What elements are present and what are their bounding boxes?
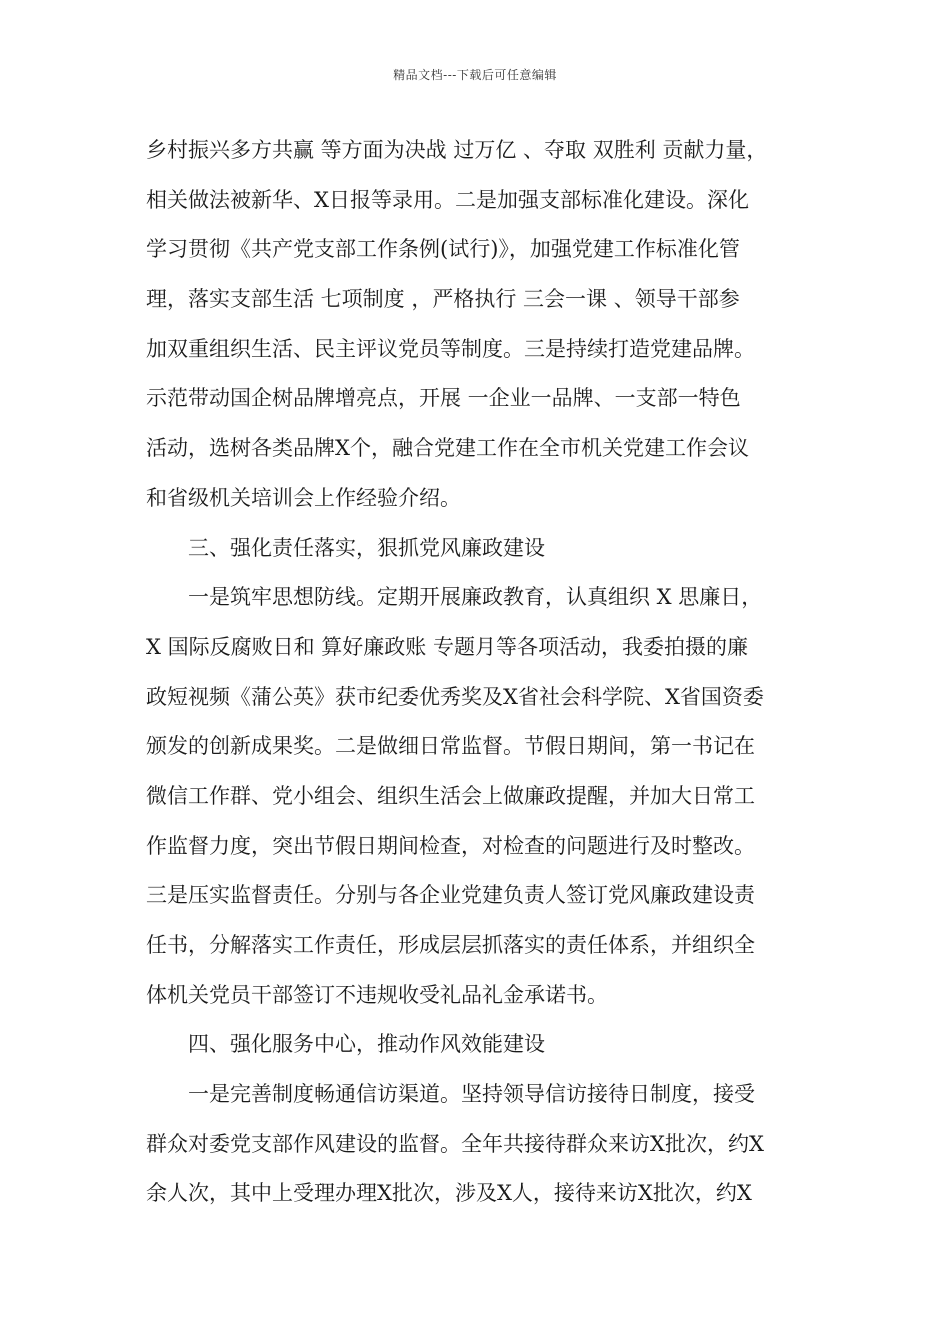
text-line: 和省级机关培训会上作经验介绍。 xyxy=(146,485,461,510)
text-line: 作监督力度，突出节假日期间检查，对检查的问题进行及时整改。 xyxy=(146,833,755,858)
text-line: 相关做法被新华、X日报等录用。二是加强支部标准化建设。深化 xyxy=(146,187,749,212)
text-line: 一是筑牢思想防线。定期开展廉政教育，认真组织 X 思廉日， xyxy=(188,585,763,610)
text-line: 任书，分解落实工作责任，形成层层抓落实的责任体系，并组织全 xyxy=(146,933,755,957)
section-heading: 四、强化服务中心，推动作风效能建设 xyxy=(188,1032,545,1057)
text-line: 颁发的创新成果奖。二是做细日常监督。节假日期间，第一书记在 xyxy=(146,734,755,759)
text-line: 乡村振兴多方共赢 等方面为决战 过万亿 、夺取 双胜利 贡献力量， xyxy=(146,138,768,162)
page-header: 精品文档---下载后可任意编辑 xyxy=(393,68,557,82)
text-line: 学习贯彻《共产党支部工作条例(试行)》，加强党建工作标准化管 xyxy=(146,237,740,262)
text-line: 理，落实支部生活 七项制度 ，严格执行 三会一课 、领导干部参 xyxy=(146,287,740,312)
text-line: X 国际反腐败日和 算好廉政账 专题月等各项活动，我委拍摄的廉 xyxy=(146,634,748,659)
text-line: 示范带动国企树品牌增亮点，开展 一企业一品牌、一支部一特色 xyxy=(146,386,741,411)
text-line: 群众对委党支部作风建设的监督。全年共接待群众来访X批次，约X xyxy=(146,1131,764,1156)
text-line: 体机关党员干部签订不违规收受礼品礼金承诺书。 xyxy=(146,982,608,1007)
text-line: 加双重组织生活、民主评议党员等制度。三是持续打造党建品牌。 xyxy=(146,336,755,361)
section-heading: 三、强化责任落实，狠抓党风廉政建设 xyxy=(188,535,545,560)
text-line: 一是完善制度畅通信访渠道。坚持领导信访接待日制度，接受 xyxy=(188,1082,755,1107)
text-line: 三是压实监督责任。分别与各企业党建负责人签订党风廉政建设责 xyxy=(146,883,755,908)
document-body xyxy=(146,126,806,1219)
text-line: 余人次，其中上受理办理X批次，涉及X人，接待来访X批次，约X xyxy=(146,1181,752,1206)
text-line: 微信工作群、党小组会、组织生活会上做廉政提醒，并加大日常工 xyxy=(146,783,755,808)
text-line: 政短视频《蒲公英》获市纪委优秀奖及X省社会科学院、X省国资委 xyxy=(146,684,764,709)
text-line: 活动，选树各类品牌X个，融合党建工作在全市机关党建工作会议 xyxy=(146,436,749,461)
